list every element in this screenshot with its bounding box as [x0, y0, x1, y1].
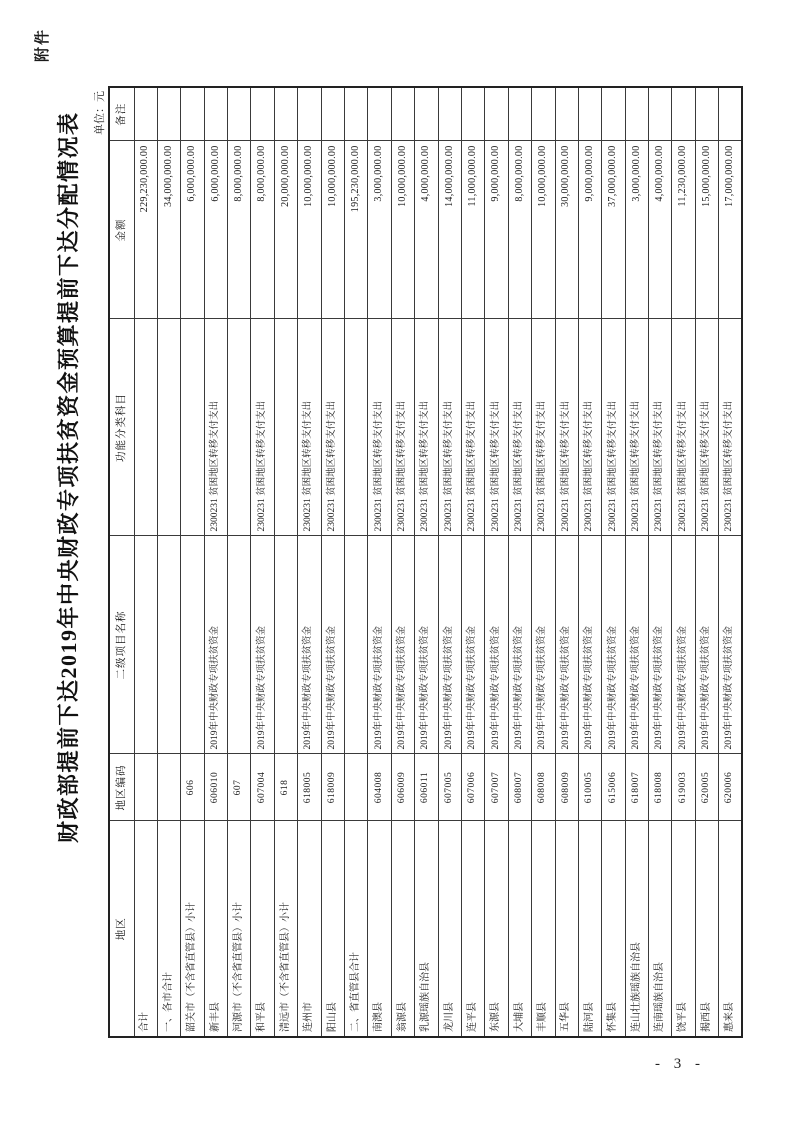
cell-project: 2019年中央财政专项扶贫资金 — [672, 536, 695, 754]
cell-project: 2019年中央财政专项扶贫资金 — [438, 536, 461, 754]
cell-project: 2019年中央财政专项扶贫资金 — [508, 536, 531, 754]
cell-amount: 6,000,000.00 — [181, 141, 204, 319]
cell-project: 2019年中央财政专项扶贫资金 — [578, 536, 601, 754]
cell-region: 合计 — [134, 821, 157, 1037]
cell-region: 连山壮族瑶族自治县 — [625, 821, 648, 1037]
cell-subject: 2300231 贫困地区转移支付支出 — [578, 319, 601, 536]
cell-note — [181, 87, 204, 141]
cell-region: 惠来县 — [719, 821, 742, 1037]
cell-amount: 8,000,000.00 — [228, 141, 251, 319]
table-row — [204, 87, 227, 1037]
table-row — [649, 87, 672, 1037]
cell-note — [602, 87, 625, 141]
cell-subject: 2300231 贫困地区转移支付支出 — [672, 319, 695, 536]
cell-subject: 2300231 贫困地区转移支付支出 — [485, 319, 508, 536]
cell-subject: 2300231 贫困地区转移支付支出 — [649, 319, 672, 536]
cell-region: 连南瑶族自治县 — [649, 821, 672, 1037]
cell-code — [157, 754, 180, 821]
cell-project: 2019年中央财政专项扶贫资金 — [695, 536, 718, 754]
cell-subject: 2300231 贫困地区转移支付支出 — [695, 319, 718, 536]
cell-code: 607007 — [485, 754, 508, 821]
cell-amount: 10,000,000.00 — [321, 141, 344, 319]
cell-note — [485, 87, 508, 141]
cell-amount: 9,000,000.00 — [578, 141, 601, 319]
cell-code: 607004 — [251, 754, 274, 821]
cell-code: 618009 — [321, 754, 344, 821]
cell-region: 饶平县 — [672, 821, 695, 1037]
cell-project: 2019年中央财政专项扶贫资金 — [625, 536, 648, 754]
cell-code: 607006 — [461, 754, 484, 821]
cell-subject: 2300231 贫困地区转移支付支出 — [391, 319, 414, 536]
cell-note — [345, 87, 368, 141]
cell-note — [438, 87, 461, 141]
cell-code: 606010 — [204, 754, 227, 821]
cell-amount: 4,000,000.00 — [649, 141, 672, 319]
table-row — [532, 87, 555, 1037]
cell-note — [625, 87, 648, 141]
cell-note — [298, 87, 321, 141]
cell-subject: 2300231 贫困地区转移支付支出 — [251, 319, 274, 536]
cell-project: 2019年中央财政专项扶贫资金 — [204, 536, 227, 754]
cell-subject: 2300231 贫困地区转移支付支出 — [461, 319, 484, 536]
cell-project: 2019年中央财政专项扶贫资金 — [298, 536, 321, 754]
cell-project: 2019年中央财政专项扶贫资金 — [485, 536, 508, 754]
cell-region: 翁源县 — [391, 821, 414, 1037]
cell-note — [508, 87, 531, 141]
column-header-project: 二级项目名称 — [109, 536, 134, 754]
table-row — [695, 87, 718, 1037]
cell-note — [555, 87, 578, 141]
cell-code: 618007 — [625, 754, 648, 821]
cell-amount: 6,000,000.00 — [204, 141, 227, 319]
cell-project — [134, 536, 157, 754]
cell-region: 连州市 — [298, 821, 321, 1037]
cell-subject — [345, 319, 368, 536]
cell-code: 618008 — [649, 754, 672, 821]
table-row — [438, 87, 461, 1037]
cell-subject — [181, 319, 204, 536]
cell-subject: 2300231 贫困地区转移支付支出 — [298, 319, 321, 536]
cell-amount: 37,000,000.00 — [602, 141, 625, 319]
table-row — [719, 87, 742, 1037]
cell-code: 606011 — [415, 754, 438, 821]
cell-subject — [228, 319, 251, 536]
cell-amount: 4,000,000.00 — [415, 141, 438, 319]
cell-subject — [134, 319, 157, 536]
cell-code: 607005 — [438, 754, 461, 821]
cell-code: 606009 — [391, 754, 414, 821]
cell-amount: 10,000,000.00 — [532, 141, 555, 319]
cell-region: 怀集县 — [602, 821, 625, 1037]
cell-code: 619003 — [672, 754, 695, 821]
cell-code: 604008 — [368, 754, 391, 821]
table-row — [321, 87, 344, 1037]
cell-code: 618 — [274, 754, 297, 821]
cell-project: 2019年中央财政专项扶贫资金 — [321, 536, 344, 754]
cell-code: 608008 — [532, 754, 555, 821]
cell-note — [157, 87, 180, 141]
table-row — [251, 87, 274, 1037]
cell-note — [391, 87, 414, 141]
cell-project: 2019年中央财政专项扶贫资金 — [649, 536, 672, 754]
cell-code: 620005 — [695, 754, 718, 821]
table-row — [181, 87, 204, 1037]
table-row — [134, 87, 157, 1037]
table-row — [485, 87, 508, 1037]
cell-project — [274, 536, 297, 754]
cell-amount: 11,230,000.00 — [672, 141, 695, 319]
cell-subject: 2300231 贫困地区转移支付支出 — [438, 319, 461, 536]
cell-region: 清远市（不含省直管县）小计 — [274, 821, 297, 1037]
table-row — [461, 87, 484, 1037]
cell-subject: 2300231 贫困地区转移支付支出 — [602, 319, 625, 536]
table-row — [157, 87, 180, 1037]
table-row — [415, 87, 438, 1037]
cell-region: 龙川县 — [438, 821, 461, 1037]
cell-note — [321, 87, 344, 141]
cell-note — [649, 87, 672, 141]
cell-subject: 2300231 贫困地区转移支付支出 — [555, 319, 578, 536]
cell-project: 2019年中央财政专项扶贫资金 — [461, 536, 484, 754]
cell-project: 2019年中央财政专项扶贫资金 — [602, 536, 625, 754]
cell-subject: 2300231 贫困地区转移支付支出 — [719, 319, 742, 536]
unit-label: 单位：元 — [94, 91, 106, 135]
cell-project: 2019年中央财政专项扶贫资金 — [391, 536, 414, 754]
cell-amount: 11,000,000.00 — [461, 141, 484, 319]
cell-subject: 2300231 贫困地区转移支付支出 — [321, 319, 344, 536]
cell-subject — [157, 319, 180, 536]
cell-code: 618005 — [298, 754, 321, 821]
table-header-row — [109, 87, 134, 1037]
cell-region: 一、各市合计 — [157, 821, 180, 1037]
cell-region: 新丰县 — [204, 821, 227, 1037]
cell-code: 615006 — [602, 754, 625, 821]
cell-note — [228, 87, 251, 141]
cell-region: 南澳县 — [368, 821, 391, 1037]
cell-note — [368, 87, 391, 141]
column-header-subject: 功能分类科目 — [109, 319, 134, 536]
cell-subject: 2300231 贫困地区转移支付支出 — [508, 319, 531, 536]
cell-project — [181, 536, 204, 754]
cell-subject: 2300231 贫困地区转移支付支出 — [204, 319, 227, 536]
cell-amount: 20,000,000.00 — [274, 141, 297, 319]
cell-code: 620006 — [719, 754, 742, 821]
cell-region: 二、省直管县合计 — [345, 821, 368, 1037]
cell-note — [672, 87, 695, 141]
cell-project: 2019年中央财政专项扶贫资金 — [415, 536, 438, 754]
cell-region: 阳山县 — [321, 821, 344, 1037]
cell-project: 2019年中央财政专项扶贫资金 — [251, 536, 274, 754]
column-header-code: 地区编码 — [109, 754, 134, 821]
cell-note — [578, 87, 601, 141]
table-row — [625, 87, 648, 1037]
cell-region: 大埔县 — [508, 821, 531, 1037]
cell-code: 610005 — [578, 754, 601, 821]
cell-subject: 2300231 贫困地区转移支付支出 — [532, 319, 555, 536]
cell-region: 丰顺县 — [532, 821, 555, 1037]
cell-subject: 2300231 贫困地区转移支付支出 — [368, 319, 391, 536]
table-row — [228, 87, 251, 1037]
cell-project: 2019年中央财政专项扶贫资金 — [532, 536, 555, 754]
rotated-table-region — [56, 88, 742, 1038]
cell-note — [204, 87, 227, 141]
cell-region: 揭西县 — [695, 821, 718, 1037]
cell-code: 608007 — [508, 754, 531, 821]
cell-code — [345, 754, 368, 821]
cell-amount: 14,000,000.00 — [438, 141, 461, 319]
column-header-amount: 金额 — [109, 141, 134, 319]
cell-amount: 9,000,000.00 — [485, 141, 508, 319]
table-row — [368, 87, 391, 1037]
table-row — [298, 87, 321, 1037]
cell-region: 陆河县 — [578, 821, 601, 1037]
cell-note — [251, 87, 274, 141]
cell-amount: 195,230,000.00 — [345, 141, 368, 319]
cell-subject — [274, 319, 297, 536]
cell-note — [695, 87, 718, 141]
cell-amount: 17,000,000.00 — [719, 141, 742, 319]
cell-region: 五华县 — [555, 821, 578, 1037]
cell-region: 河源市（不含省直管县）小计 — [228, 821, 251, 1037]
cell-amount: 10,000,000.00 — [298, 141, 321, 319]
attachment-label: 附件 — [35, 27, 51, 62]
cell-note — [415, 87, 438, 141]
table-row — [345, 87, 368, 1037]
page-number: - 3 - — [655, 1056, 705, 1072]
cell-project: 2019年中央财政专项扶贫资金 — [368, 536, 391, 754]
column-header-note: 备注 — [109, 87, 134, 141]
table-row — [391, 87, 414, 1037]
allocation-table — [108, 86, 743, 1038]
table-row — [672, 87, 695, 1037]
cell-amount: 34,000,000.00 — [157, 141, 180, 319]
cell-note — [719, 87, 742, 141]
cell-region: 东源县 — [485, 821, 508, 1037]
cell-code: 606 — [181, 754, 204, 821]
cell-code: 607 — [228, 754, 251, 821]
page-title: 财政部提前下达2019年中央财政专项扶贫资金预算提前下达分配情况表 — [56, 111, 81, 843]
cell-note — [532, 87, 555, 141]
cell-project — [157, 536, 180, 754]
cell-amount: 3,000,000.00 — [625, 141, 648, 319]
cell-project — [345, 536, 368, 754]
cell-amount: 229,230,000.00 — [134, 141, 157, 319]
cell-note — [461, 87, 484, 141]
table-row — [578, 87, 601, 1037]
table-row — [274, 87, 297, 1037]
table-row — [602, 87, 625, 1037]
cell-note — [274, 87, 297, 141]
cell-amount: 15,000,000.00 — [695, 141, 718, 319]
cell-project: 2019年中央财政专项扶贫资金 — [555, 536, 578, 754]
landscape-canvas — [56, 88, 742, 1038]
cell-amount: 3,000,000.00 — [368, 141, 391, 319]
cell-project — [228, 536, 251, 754]
column-header-region: 地区 — [109, 821, 134, 1037]
cell-code: 608009 — [555, 754, 578, 821]
table-row — [508, 87, 531, 1037]
cell-subject: 2300231 贫困地区转移支付支出 — [625, 319, 648, 536]
cell-region: 和平县 — [251, 821, 274, 1037]
cell-region: 韶关市（不含省直管县）小计 — [181, 821, 204, 1037]
cell-amount: 8,000,000.00 — [508, 141, 531, 319]
table-row — [555, 87, 578, 1037]
cell-amount: 10,000,000.00 — [391, 141, 414, 319]
table-body — [134, 87, 742, 1037]
cell-amount: 30,000,000.00 — [555, 141, 578, 319]
cell-note — [134, 87, 157, 141]
cell-subject: 2300231 贫困地区转移支付支出 — [415, 319, 438, 536]
cell-code — [134, 754, 157, 821]
cell-amount: 8,000,000.00 — [251, 141, 274, 319]
cell-project: 2019年中央财政专项扶贫资金 — [719, 536, 742, 754]
cell-region: 连平县 — [461, 821, 484, 1037]
cell-region: 乳源瑶族自治县 — [415, 821, 438, 1037]
